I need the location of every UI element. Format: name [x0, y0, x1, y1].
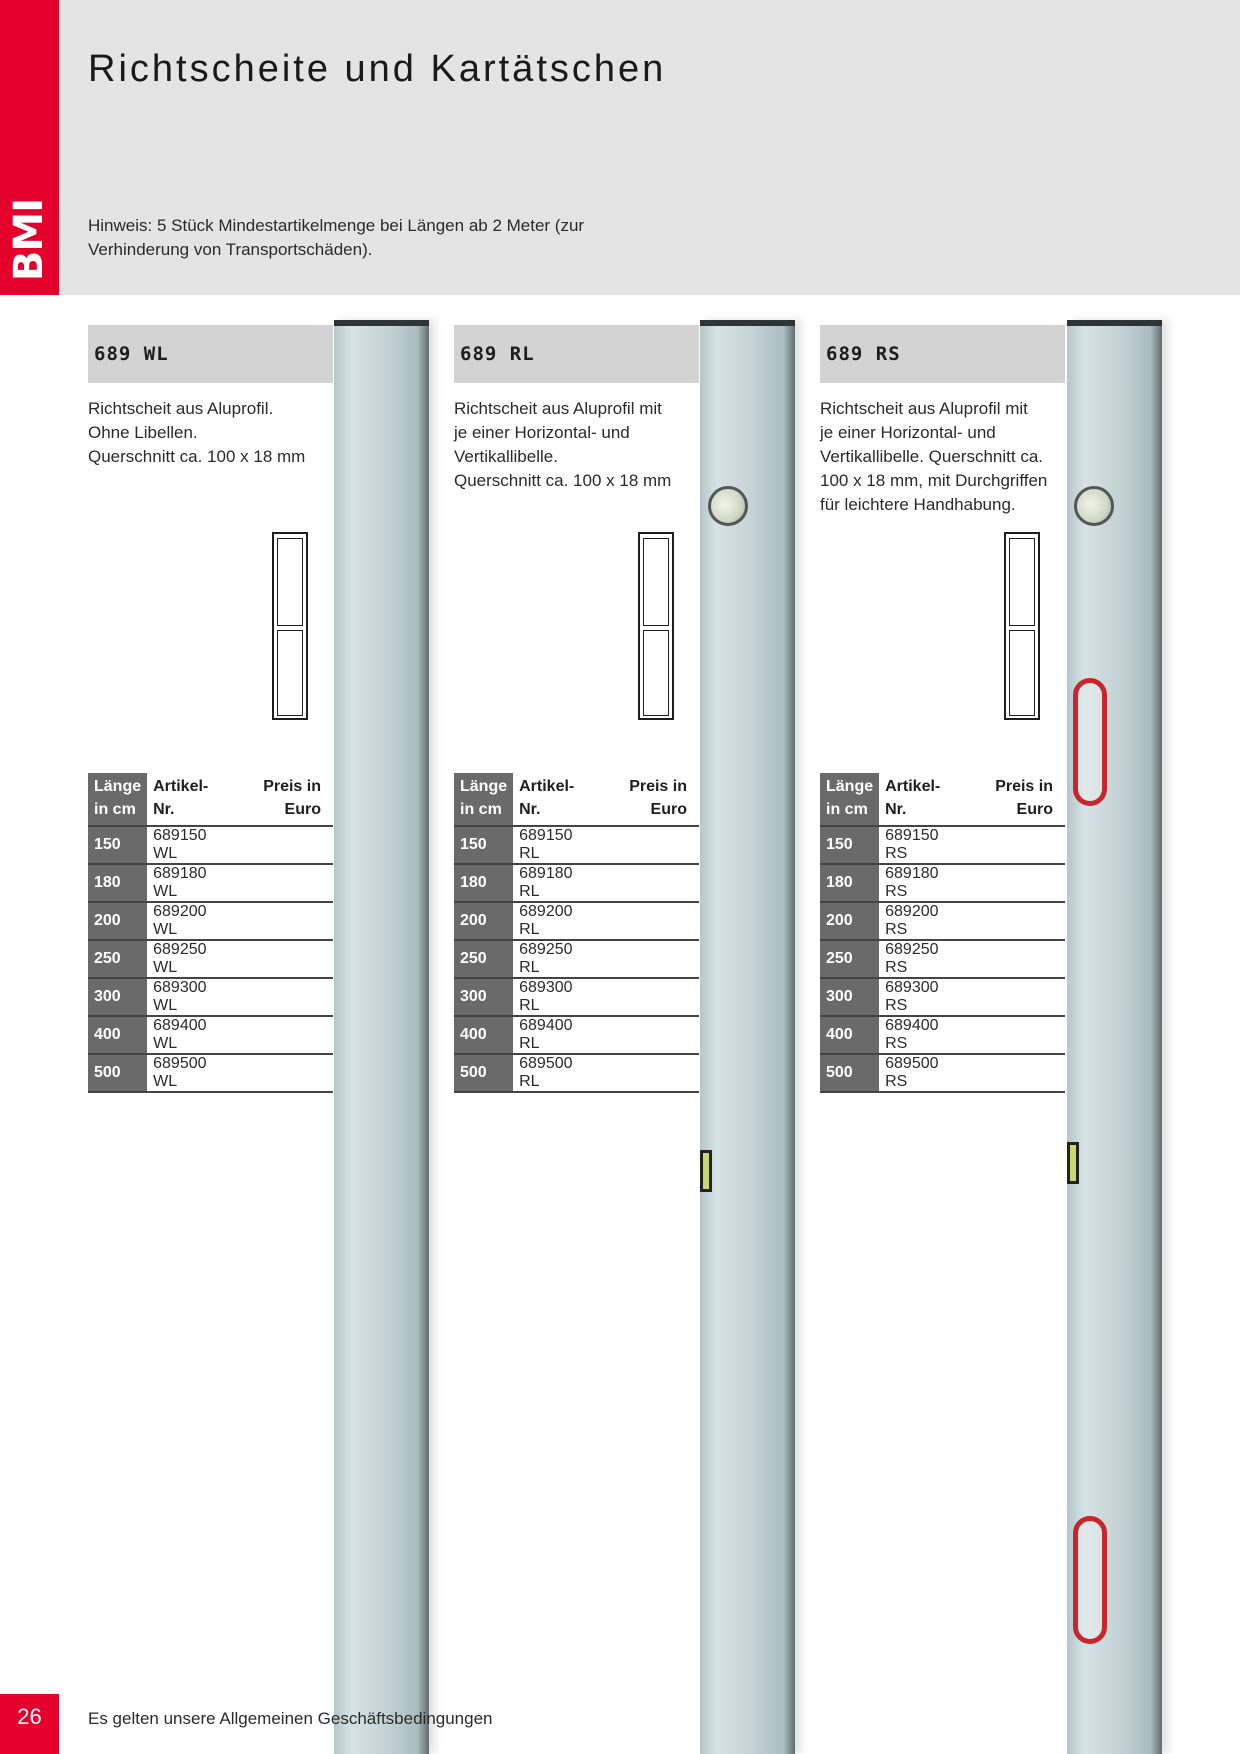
table-row: 180 689180 RL	[454, 864, 699, 902]
hand-grip-icon	[1073, 678, 1107, 806]
rail-image-rs	[1067, 320, 1162, 1754]
table-row: 500 689500 RS	[820, 1054, 1065, 1092]
header-article: Artikel- Nr.	[513, 773, 599, 826]
table-row: 400 689400 WL	[88, 1016, 333, 1054]
bmi-logo: BMI	[6, 198, 52, 282]
product-card-689-rs	[820, 325, 1065, 517]
price-cell	[599, 902, 699, 940]
header-length: Länge in cm	[820, 773, 879, 826]
terms-note: Es gelten unsere Allgemeinen Geschäftsbedingungen	[88, 1709, 493, 1728]
cross-section-icon	[638, 532, 674, 720]
cross-section-icon	[1004, 532, 1040, 720]
price-cell	[965, 902, 1065, 940]
table-row: 150 689150 RS	[820, 826, 1065, 864]
price-cell	[233, 1054, 333, 1092]
product-description: Richtscheit aus Aluprofil mit je einer Horizontal- und Vertikallibelle. Querschnitt ca. 100 x 18 mm	[454, 399, 672, 490]
table-row: 200 689200 RS	[820, 902, 1065, 940]
table-row: 300 689300 RL	[454, 978, 699, 1016]
table-row: 150 689150 RL	[454, 826, 699, 864]
minimum-order-notice: Hinweis: 5 Stück Mindestartikelmenge bei Längen ab 2 Meter (zur Verhinderung von Transportschäden).	[88, 216, 585, 259]
brand-strip	[0, 0, 59, 295]
table-row: 300 689300 WL	[88, 978, 333, 1016]
table-row: 200 689200 RL	[454, 902, 699, 940]
price-cell	[233, 940, 333, 978]
table-row: 500 689500 WL	[88, 1054, 333, 1092]
price-cell	[233, 978, 333, 1016]
price-table-689-wl	[88, 773, 333, 1093]
page-title: Richtscheite und Kartätschen	[88, 48, 667, 90]
price-cell	[965, 826, 1065, 864]
price-cell	[233, 1016, 333, 1054]
table-row: 400 689400 RL	[454, 1016, 699, 1054]
product-code: 689 RL	[454, 325, 699, 383]
table-row: 300 689300 RS	[820, 978, 1065, 1016]
price-cell	[599, 940, 699, 978]
price-cell	[233, 864, 333, 902]
table-row: 180 689180 RS	[820, 864, 1065, 902]
vertical-vial-icon	[1067, 1142, 1079, 1184]
table-row: 250 689250 RS	[820, 940, 1065, 978]
price-cell	[965, 1054, 1065, 1092]
header-price: Preis in Euro	[965, 773, 1065, 826]
header-price: Preis in Euro	[233, 773, 333, 826]
product-card-689-wl	[88, 325, 333, 469]
rail-end-cap	[334, 320, 429, 326]
table-row: 150 689150 WL	[88, 826, 333, 864]
rail-image-wl	[334, 320, 429, 1754]
price-table-689-rl	[454, 773, 699, 1093]
price-cell	[599, 1016, 699, 1054]
header-article: Artikel- Nr.	[879, 773, 965, 826]
product-card-689-rl	[454, 325, 699, 493]
product-description: Richtscheit aus Aluprofil. Ohne Libellen. Querschnitt ca. 100 x 18 mm	[88, 399, 306, 466]
rail-image-rl	[700, 320, 795, 1754]
header-price: Preis in Euro	[599, 773, 699, 826]
header-article: Artikel- Nr.	[147, 773, 233, 826]
price-cell	[965, 978, 1065, 1016]
rail-end-cap	[700, 320, 795, 326]
table-row: 180 689180 WL	[88, 864, 333, 902]
table-row: 500 689500 RL	[454, 1054, 699, 1092]
hand-grip-icon	[1073, 1516, 1107, 1644]
price-cell	[965, 864, 1065, 902]
product-description: Richtscheit aus Aluprofil mit je einer Horizontal- und Vertikallibelle. Querschnitt ca. 100 x 18 mm, mit Durchgriffen für leichtere Handhabung.	[820, 399, 1048, 514]
table-row: 250 689250 WL	[88, 940, 333, 978]
price-table-689-rs	[820, 773, 1065, 1093]
table-row: 200 689200 WL	[88, 902, 333, 940]
header-length: Länge in cm	[88, 773, 147, 826]
price-cell	[233, 826, 333, 864]
price-cell	[599, 864, 699, 902]
product-code: 689 WL	[88, 325, 333, 383]
table-row: 250 689250 RL	[454, 940, 699, 978]
round-vial-icon	[708, 486, 748, 526]
price-cell	[599, 1054, 699, 1092]
price-cell	[233, 902, 333, 940]
vertical-vial-icon	[700, 1150, 712, 1192]
header-length: Länge in cm	[454, 773, 513, 826]
price-cell	[965, 1016, 1065, 1054]
table-row: 400 689400 RS	[820, 1016, 1065, 1054]
cross-section-icon	[272, 532, 308, 720]
price-cell	[599, 978, 699, 1016]
price-cell	[599, 826, 699, 864]
product-code: 689 RS	[820, 325, 1065, 383]
rail-end-cap	[1067, 320, 1162, 326]
round-vial-icon	[1074, 486, 1114, 526]
price-cell	[965, 940, 1065, 978]
page-number: 26	[0, 1694, 59, 1754]
